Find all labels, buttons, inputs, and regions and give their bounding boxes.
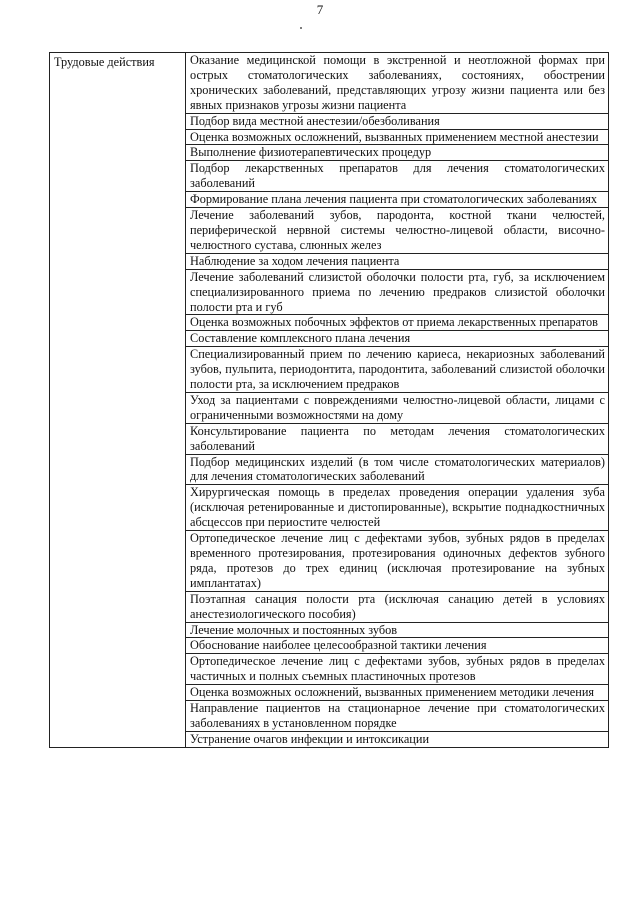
action-item: Направление пациентов на стационарное лечение при стоматологических заболеваниях в установленном порядке: [186, 701, 609, 732]
page-number: 7: [316, 2, 324, 17]
action-item: Ортопедическое лечение лиц с дефектами зубов, зубных рядов в пределах временного протезирования, протезирования одиночных дефектов зубного ряда, протезов до трех единиц (исключая протезирование на зубных имплантатах): [186, 531, 609, 592]
action-item: Обоснование наиболее целесообразной тактики лечения: [186, 638, 609, 654]
scan-dot: [300, 27, 302, 29]
table-row: [50, 53, 609, 114]
action-item: Выполнение физиотерапевтических процедур: [186, 145, 609, 161]
action-item: Специализированный прием по лечению кариеса, некариозных заболеваний зубов, пульпита, периодонтита, пародонтита, заболеваний слизистой оболочки полости рта, за исключением предраков: [186, 347, 609, 393]
action-item: Оценка возможных осложнений, вызванных применением местной анестезии: [186, 129, 609, 145]
action-item: Оказание медицинской помощи в экстренной и неотложной формах при острых стоматологических заболеваниях, состояниях, обострении хронических заболеваний, представляющих угрозу жизни пациента или без явных признаков угрозы жизни пациента: [186, 53, 609, 114]
row-label: Трудовые действия: [50, 53, 186, 748]
action-item: Оценка возможных осложнений, вызванных применением методики лечения: [186, 685, 609, 701]
action-item: Подбор медицинских изделий (в том числе стоматологических материалов) для лечения стоматологических заболеваний: [186, 454, 609, 485]
action-item: Подбор лекарственных препаратов для лечения стоматологических заболеваний: [186, 161, 609, 192]
action-item: Лечение молочных и постоянных зубов: [186, 622, 609, 638]
action-item: Оценка возможных побочных эффектов от приема лекарственных препаратов: [186, 315, 609, 331]
action-item: Подбор вида местной анестезии/обезболивания: [186, 113, 609, 129]
action-item: Ортопедическое лечение лиц с дефектами зубов, зубных рядов в пределах частичных и полных съемных пластиночных протезов: [186, 654, 609, 685]
action-item: Формирование плана лечения пациента при стоматологических заболеваниях: [186, 192, 609, 208]
action-item: Наблюдение за ходом лечения пациента: [186, 253, 609, 269]
action-item: Уход за пациентами с повреждениями челюстно-лицевой области, лицами с ограниченными возможностями на дому: [186, 392, 609, 423]
action-item: Лечение заболеваний слизистой оболочки полости рта, губ, за исключением специализированного приема по лечению предраков слизистой оболочки полости рта и губ: [186, 269, 609, 315]
labor-actions-table: [49, 52, 609, 748]
action-item: Лечение заболеваний зубов, пародонта, костной ткани челюстей, периферической нервной системы челюстно-лицевой области, височно-челюстного сустава, слюнных желез: [186, 208, 609, 254]
action-item: Хирургическая помощь в пределах проведения операции удаления зуба (исключая ретенированные и дистопированные), вскрытие поднадкостничных абсцессов при периостите челюстей: [186, 485, 609, 531]
action-item: Поэтапная санация полости рта (исключая санацию детей в условиях анестезиологического пособия): [186, 591, 609, 622]
action-item: Консультирование пациента по методам лечения стоматологических заболеваний: [186, 423, 609, 454]
action-item: Составление комплексного плана лечения: [186, 331, 609, 347]
action-item: Устранение очагов инфекции и интоксикации: [186, 731, 609, 747]
